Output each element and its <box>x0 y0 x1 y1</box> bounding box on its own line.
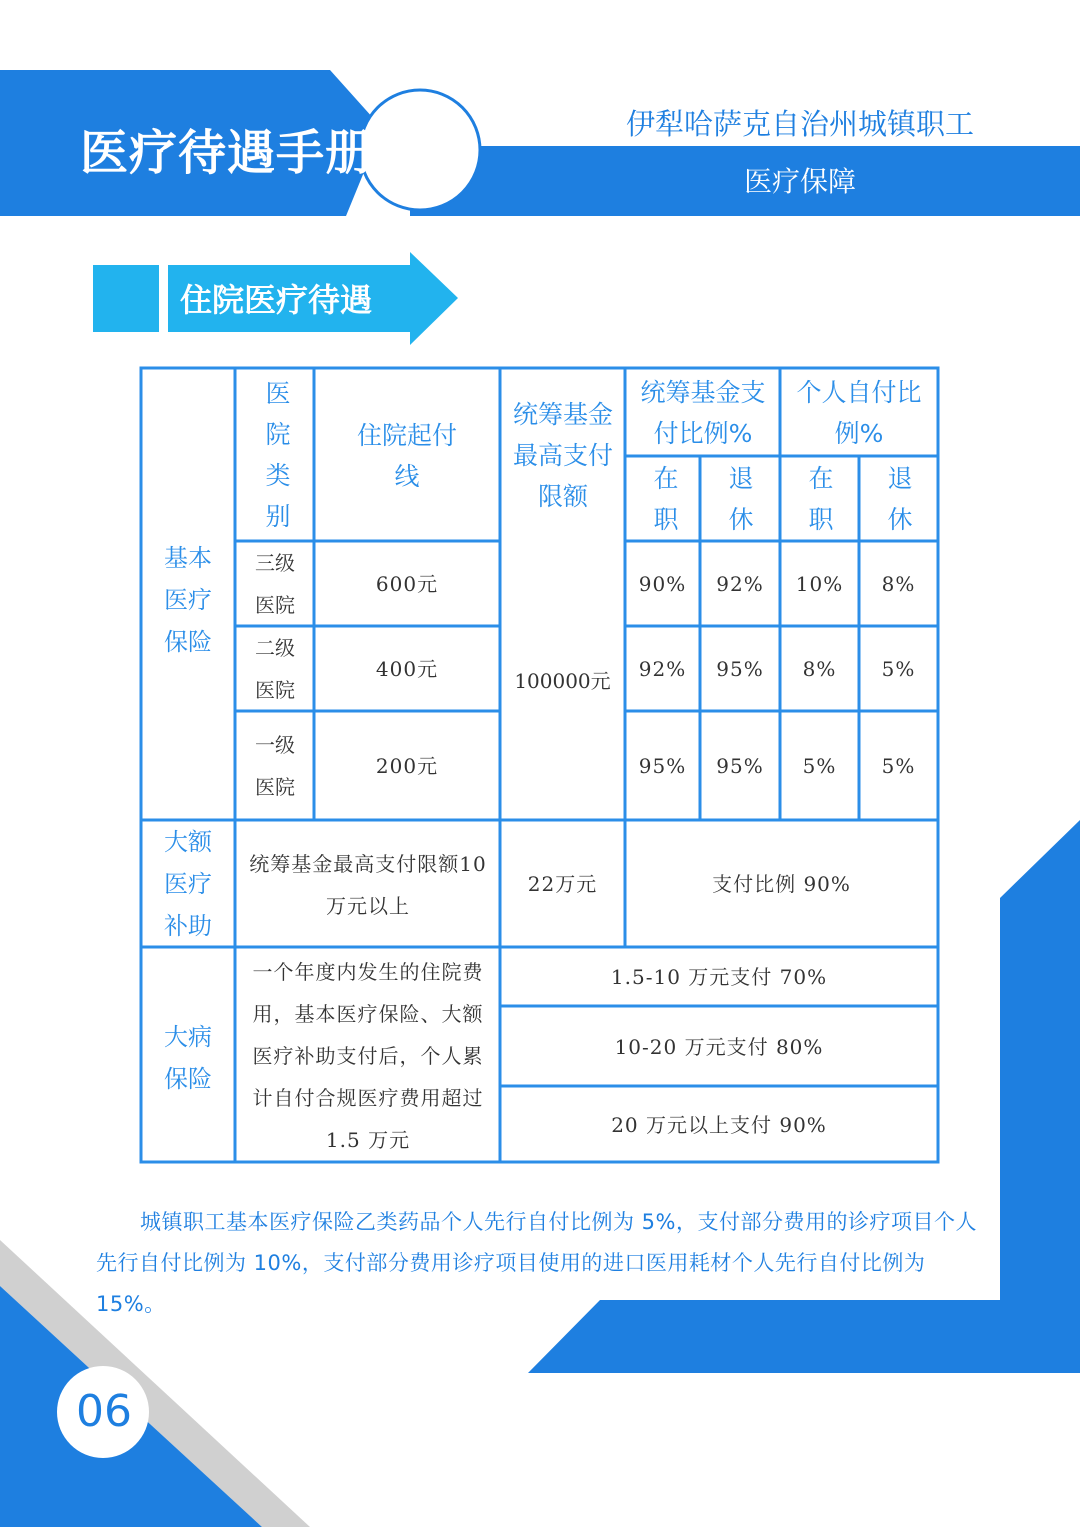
large-subsidy-desc: 统筹基金最高支付限额10万元以上 <box>249 852 487 918</box>
group-serious-illness: 大病保险 <box>164 1023 212 1093</box>
row-self-retired-3: 8% <box>881 572 916 596</box>
row-fund-active-1: 95% <box>638 754 687 778</box>
row-fund-active-2: 92% <box>638 657 687 681</box>
header-subtitle-region: 伊犁哈萨克自治州城镇职工 <box>625 107 974 141</box>
row-self-retired-2: 5% <box>881 657 916 681</box>
group-basic-insurance: 基本医疗保险 <box>164 544 212 656</box>
header-fund-retired: 退休 <box>728 464 754 534</box>
header-hospital-class: 医院类别 <box>265 379 291 531</box>
serious-tier-3: 20 万元以上支付 90% <box>611 1112 827 1137</box>
header-self-active: 在职 <box>808 464 834 534</box>
header-deductible: 住院起付线 <box>356 421 457 491</box>
row-fund-retired-3: 92% <box>716 572 764 596</box>
header-fund-max: 统筹基金最高支付限额 <box>512 399 613 511</box>
section-tab-square <box>93 265 159 332</box>
header-self-ratio: 个人自付比例% <box>796 378 922 448</box>
row-level-2: 二级医院 <box>255 636 295 702</box>
header-fund-active: 在职 <box>653 464 679 534</box>
row-deductible-1: 200元 <box>375 754 439 778</box>
row-self-active-3: 10% <box>795 572 844 596</box>
row-fund-retired-2: 95% <box>716 657 764 681</box>
page-number: 06 <box>76 1386 132 1437</box>
row-self-active-2: 8% <box>802 657 837 681</box>
handbook-title: 医疗待遇手册 <box>80 125 375 181</box>
group-large-subsidy: 大额医疗补助 <box>164 828 212 940</box>
basic-fund-max: 100000元 <box>514 669 611 693</box>
row-level-3: 三级医院 <box>255 551 295 617</box>
row-fund-active-3: 90% <box>638 572 687 596</box>
row-level-1: 一级医院 <box>255 733 295 799</box>
large-subsidy-limit: 22万元 <box>527 872 598 896</box>
row-deductible-3: 600元 <box>375 572 439 596</box>
large-subsidy-ratio: 支付比例 90% <box>712 872 851 896</box>
row-deductible-2: 400元 <box>375 657 439 681</box>
header-self-retired: 退休 <box>887 464 913 534</box>
footnote-paragraph: 城镇职工基本医疗保险乙类药品个人先行自付比例为 5%，支付部分费用的诊疗项目个人先行自付比例为 10%，支付部分费用诊疗项目使用的进口医用耗材个人先行自付比例为 15%。 <box>96 1210 977 1316</box>
row-fund-retired-1: 95% <box>716 754 764 778</box>
serious-tier-1: 1.5-10 万元支付 70% <box>610 965 828 989</box>
serious-illness-desc: 一个年度内发生的住院费用，基本医疗保险、大额医疗补助支付后，个人累计自付合规医疗费用超过 1.5 万元 <box>252 960 484 1152</box>
serious-tier-2: 10-20 万元支付 80% <box>614 1034 824 1059</box>
header-fund-ratio: 统筹基金支付比例% <box>640 378 766 448</box>
section-title: 住院医疗待遇 <box>180 281 373 319</box>
row-self-retired-1: 5% <box>881 754 916 778</box>
row-self-active-1: 5% <box>802 754 837 778</box>
header-subtitle-topic: 医疗保障 <box>743 165 856 198</box>
